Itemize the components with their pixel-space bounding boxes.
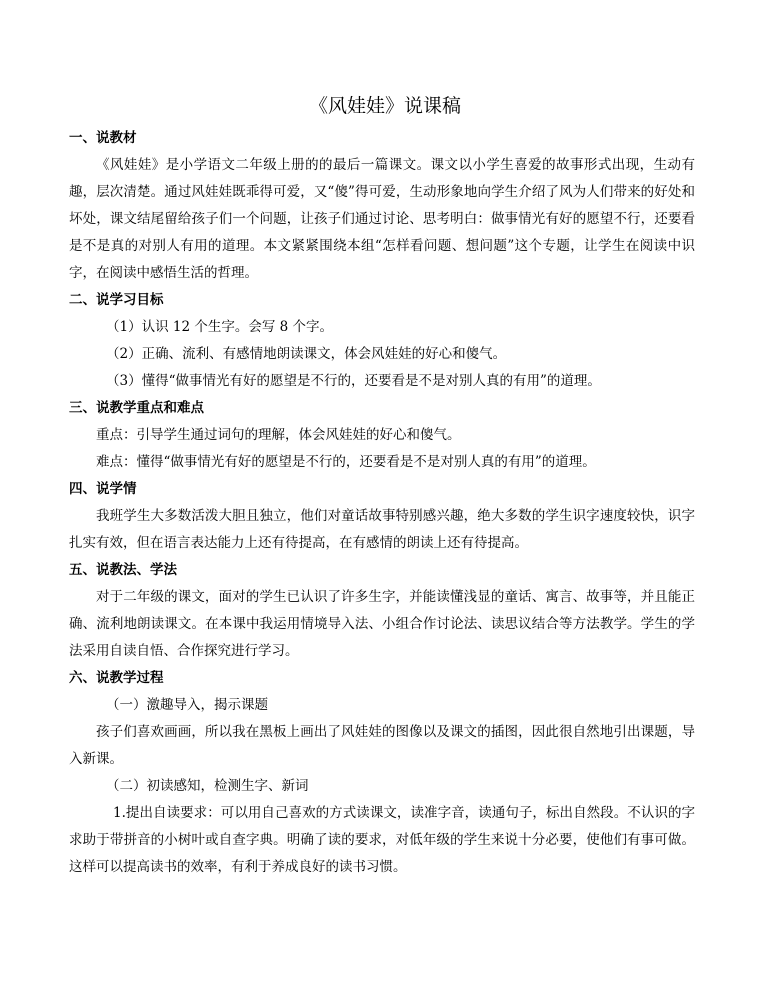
process-paragraph-2: 1.提出自读要求：可以用自己喜欢的方式读课文，读准字音，读通句子，标出自然段。不认识的字求助于带拼音的小树叶或自查字典。明确了读的要求，对低年级的学生来说十分必要，使他们有事可做。这样可以提高读书的效率，有利于养成良好的读书习惯。 xyxy=(69,805,695,875)
process-subheading-2: （二）初读感知，检测生字、新词 xyxy=(106,778,309,794)
section-heading-1: 一、说教材 xyxy=(69,130,137,146)
process-subheading-1: （一）激趣导入，揭示课题 xyxy=(106,697,268,713)
section-1-paragraph: 《风娃娃》是小学语文二年级上册的的最后一篇课文。课文以小学生喜爱的故事形式出现，生动有趣，层次清楚。通过风娃娃既乖得可爱，又“傻”得可爱，生动形象地向学生介绍了风为人们带来的好处和坏处，课文结尾留给孩子们一个问题，让孩子们通过讨论、思考明白：做事情光有好的愿望不行，还要看是不是真的对别人有用的道理。本文紧紧围绕本组“怎样看问题、想问题”这个专题，让学生在阅读中识字，在阅读中感悟生活的哲理。 xyxy=(69,157,695,281)
process-paragraph-1: 孩子们喜欢画画，所以我在黑板上画出了风娃娃的图像以及课文的插图，因此很自然地引出课题，导入新课。 xyxy=(69,724,695,767)
section-heading-3: 三、说教学重点和难点 xyxy=(69,400,204,416)
section-heading-5: 五、说教法、学法 xyxy=(69,562,177,578)
section-heading-6: 六、说教学过程 xyxy=(69,670,164,686)
document-body xyxy=(69,125,695,881)
section-5-paragraph: 对于二年级的课文，面对的学生已认识了许多生字，并能读懂浅显的童话、寓言、故事等，并且能正确、流利地朗读课文。在本课中我运用情境导入法、小组合作讨论法、读思议结合等方法教学。学生的学法采用自读自悟、合作探究进行学习。 xyxy=(69,589,695,659)
section-4-paragraph: 我班学生大多数活泼大胆且独立，他们对童话故事特别感兴趣，绝大多数的学生识字速度较快，识字扎实有效，但在语言表达能力上还有待提高，在有感情的朗读上还有待提高。 xyxy=(69,508,695,551)
key-point-paragraph: 重点：引导学生通过词句的理解，体会风娃娃的好心和傻气。 xyxy=(96,427,461,443)
section-heading-2: 二、说学习目标 xyxy=(69,292,164,308)
section-heading-4: 四、说学情 xyxy=(69,481,137,497)
objective-item-2: （2）正确、流利、有感情地朗读课文，体会风娃娃的好心和傻气。 xyxy=(106,346,507,362)
objective-item-3: （3）懂得“做事情光有好的愿望是不行的，还要看是不是对别人真的有用”的道理。 xyxy=(106,373,601,389)
document-title: 《风娃娃》说课稿 xyxy=(308,95,461,117)
objective-item-1: （1）认识 12 个生字。会写 8 个字。 xyxy=(106,319,334,335)
difficulty-paragraph: 难点：懂得“做事情光有好的愿望是不行的，还要看是不是对别人真的有用”的道理。 xyxy=(96,454,596,470)
